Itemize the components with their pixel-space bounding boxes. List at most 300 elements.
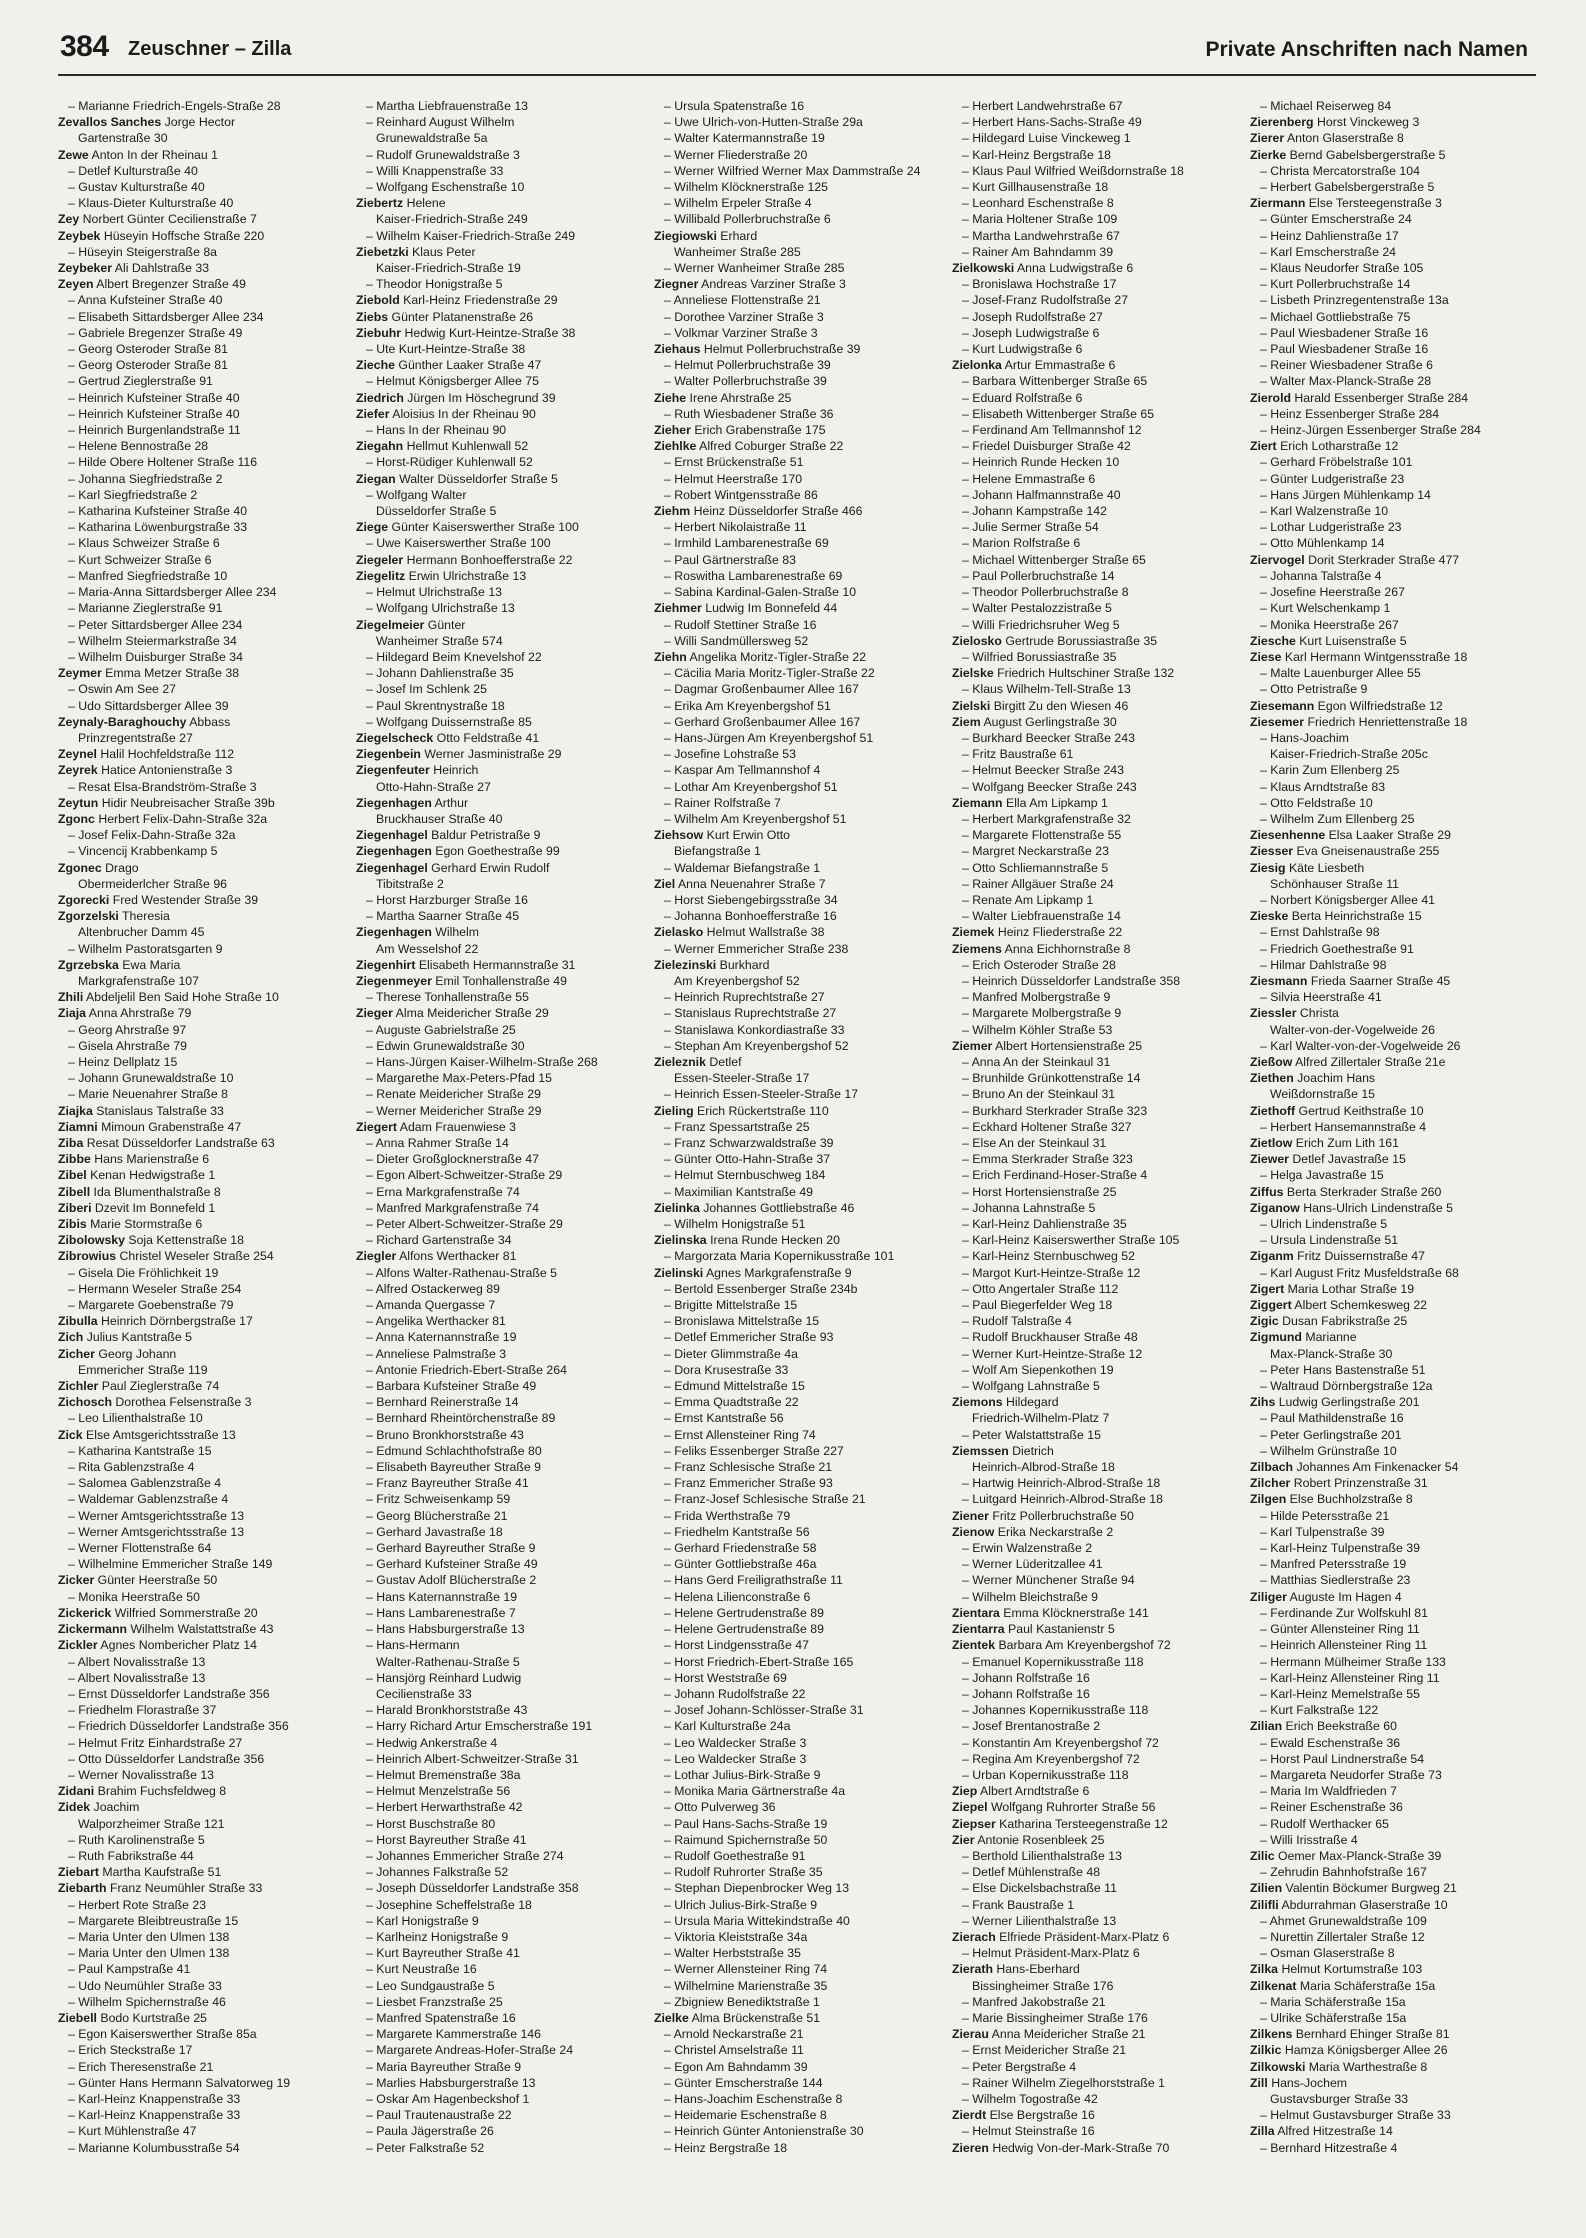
directory-entry: – Bruno An der Steinkaul 31: [962, 1087, 1116, 1102]
directory-entry: – Kurt Bayreuther Straße 41: [366, 1946, 520, 1961]
directory-entry: – Hans Katernannstraße 19: [366, 1589, 518, 1604]
entry-surname: Ziegeler: [356, 552, 404, 567]
directory-entry: – Helmut Präsident-Marx-Platz 6: [962, 1946, 1140, 1961]
entry-surname: Zeybeker: [58, 261, 113, 276]
directory-entry: – Rudolf Stettiner Straße 16: [664, 617, 817, 632]
directory-entry: – Paul Wiesbadener Straße 16: [1260, 342, 1429, 357]
entry-surname: Zill: [1250, 2075, 1268, 2090]
directory-entry: [58, 1346, 344, 1362]
directory-entry: – Josephine Scheffelstraße 18: [366, 1897, 532, 1912]
directory-entry: – Theodor Honigstraße 5: [366, 277, 503, 292]
directory-entry: – Marlies Habsburgerstraße 13: [366, 2075, 536, 2090]
entry-details: Helmut Pollerbruchstraße 39: [703, 342, 861, 357]
directory-entry: – Helmut Sternbuschweg 184: [664, 1168, 826, 1183]
directory-entry: Altenbrucher Damm 45: [78, 925, 205, 940]
directory-entry: – Johannes Emmericher Straße 274: [366, 1848, 564, 1863]
entry-details: Gerhard Erwin Rudolf: [431, 860, 550, 875]
directory-entry: – Hildegard Luise Vinckeweg 1: [962, 131, 1131, 146]
directory-entry: – Franz Schlesische Straße 21: [664, 1460, 833, 1475]
directory-entry: – Wilhelm Duisburger Straße 34: [68, 649, 243, 664]
directory-entry: – Gustav Adolf Blücherstraße 2: [366, 1573, 537, 1588]
entry-details: Karl Hermann Wintgensstraße 18: [1284, 649, 1468, 664]
directory-entry: Bruckhauser Straße 40: [376, 811, 503, 826]
directory-entry: [356, 406, 642, 422]
entry-surname: Ziajka: [58, 1103, 93, 1118]
entry-surname: Zieske: [1250, 909, 1289, 924]
directory-entry: [58, 1329, 344, 1345]
directory-entry: – Margorzata Maria Kopernikusstraße 101: [664, 1249, 895, 1264]
directory-entry: – Wolf Am Siepenkothen 19: [962, 1362, 1114, 1377]
directory-entry: – Hermann Mülheimer Straße 133: [1260, 1654, 1446, 1669]
entry-surname: Ziegelmeier: [356, 617, 425, 632]
directory-entry: [356, 827, 642, 843]
entry-surname: Zidani: [58, 1784, 95, 1799]
directory-entry: – Wilhelm Togostraße 42: [962, 2091, 1098, 2106]
entry-surname: Zgonc: [58, 811, 95, 826]
directory-entry: – Joseph Ludwigstraße 6: [962, 325, 1100, 340]
directory-entry: [654, 1232, 940, 1248]
entry-details: Emma Klöcknerstraße 141: [1003, 1605, 1149, 1620]
entry-details: Karl-Heinz Friedenstraße 29: [403, 293, 558, 308]
directory-entry: – Johann Grunewaldstraße 10: [68, 1071, 234, 1086]
entry-details: Fred Westender Straße 39: [112, 892, 259, 907]
directory-entry: – Otto Schliemannstraße 5: [962, 860, 1109, 875]
entry-details: Gertrud Keithstraße 10: [1298, 1103, 1424, 1118]
entry-surname: Zevallos Sanches: [58, 115, 162, 130]
entry-surname: Ziegenmeyer: [356, 973, 432, 988]
directory-entry: Am Wesselshof 22: [376, 941, 479, 956]
directory-entry: – Josef Im Schlenk 25: [366, 682, 487, 697]
directory-entry: – Werner Wanheimer Straße 285: [664, 261, 845, 276]
directory-entry: – Horst Lindgensstraße 47: [664, 1638, 809, 1653]
directory-entry: – Walter Pestalozzistraße 5: [962, 601, 1112, 616]
directory-entry: – Wolfgang Beecker Straße 243: [962, 779, 1137, 794]
directory-entry: – Helmut Bremenstraße 38a: [366, 1767, 521, 1782]
directory-entry: [1250, 649, 1536, 665]
entry-details: Heinz Düsseldorfer Straße 466: [693, 504, 863, 519]
directory-entry: [1250, 1897, 1536, 1913]
directory-entry: – Raimund Spichernstraße 50: [664, 1832, 828, 1847]
entry-details: Erich Rückertstraße 110: [697, 1103, 829, 1118]
directory-entry: – Dorothee Varziner Straße 3: [664, 309, 824, 324]
directory-entry: – Herbert Hans-Sachs-Straße 49: [962, 115, 1142, 130]
directory-entry: – Heinrich Kufsteiner Straße 40: [68, 406, 240, 421]
directory-entry: – Matthias Siedlerstraße 23: [1260, 1573, 1411, 1588]
directory-entry: – Oswin Am See 27: [68, 682, 176, 697]
entry-details: Elsa Laaker Straße 29: [1328, 828, 1451, 843]
entry-surname: Ziegner: [654, 277, 699, 292]
page-number: 384: [60, 30, 109, 63]
directory-entry: – Salomea Gablenzstraße 4: [68, 1476, 222, 1491]
directory-entry: [1250, 827, 1536, 843]
directory-entry: – Bronislawa Hochstraße 17: [962, 277, 1117, 292]
directory-entry: [654, 876, 940, 892]
directory-entry: – Silvia Heerstraße 41: [1260, 990, 1382, 1005]
entry-details: Dietrich: [1012, 1443, 1054, 1458]
entry-surname: Ziffus: [1250, 1184, 1284, 1199]
directory-entry: – Else Dickelsbachstraße 11: [962, 1881, 1117, 1896]
directory-entry: Tibitstraße 2: [376, 876, 444, 891]
entry-surname: Zicker: [58, 1573, 95, 1588]
directory-entry: – Marie Neuenahrer Straße 8: [68, 1087, 228, 1102]
directory-entry: – Waldemar Biefangstraße 1: [664, 860, 821, 875]
directory-entry: – Ulrike Schäferstraße 15a: [1260, 2010, 1407, 2025]
directory-entry: [654, 1103, 940, 1119]
entry-surname: Ziegenhagel: [356, 828, 428, 843]
directory-entry: [952, 2107, 1238, 2123]
directory-entry: [58, 260, 344, 276]
entry-details: Albert Schemkesweg 22: [1294, 1298, 1428, 1313]
directory-entry: [1250, 908, 1536, 924]
entry-details: Ella Am Lipkamp 1: [1006, 795, 1108, 810]
directory-entry: – Wilhelm Köhler Straße 53: [962, 1022, 1113, 1037]
directory-entry: – Kaspar Am Tellmannshof 4: [664, 763, 821, 778]
entry-surname: Ziermann: [1250, 196, 1306, 211]
directory-entry: [952, 260, 1238, 276]
directory-entry: – Ernst Meidericher Straße 21: [962, 2043, 1127, 2058]
entry-surname: Zickler: [58, 1638, 98, 1653]
directory-entry: – Waldemar Gablenzstraße 4: [68, 1492, 229, 1507]
directory-entry: – Werner Lilienthalstraße 13: [962, 1913, 1117, 1928]
entry-details: Dorothea Felsenstraße 3: [115, 1395, 252, 1410]
entry-details: Burkhard: [719, 957, 770, 972]
entry-surname: Zgorzelski: [58, 909, 119, 924]
entry-details: Erich Lotharstraße 12: [1280, 439, 1399, 454]
directory-entry: – Maria-Anna Sittardsberger Allee 234: [68, 585, 277, 600]
directory-entry: – Wolfgang Duissernstraße 85: [366, 714, 532, 729]
directory-entry: – Heinrich Runde Hecken 10: [962, 455, 1120, 470]
directory-entry: – Rudolf Goethestraße 91: [664, 1848, 806, 1863]
directory-entry: – Ruth Fabrikstraße 44: [68, 1848, 194, 1863]
directory-entry: [58, 1621, 344, 1637]
entry-details: Wilfried Sommerstraße 20: [114, 1605, 258, 1620]
directory-entry: – Johanna Lahnstraße 5: [962, 1200, 1096, 1215]
entry-surname: Zienow: [952, 1524, 995, 1539]
entry-details: Hedwig Von-der-Mark-Straße 70: [992, 2140, 1170, 2155]
directory-entry: – Hilmar Dahlstraße 98: [1260, 957, 1387, 972]
directory-entry: – Hildegard Beim Knevelshof 22: [366, 649, 542, 664]
directory-entry: – Ernst Dahlstraße 98: [1260, 925, 1380, 940]
directory-entry: – Roswitha Lambarenestraße 69: [664, 568, 843, 583]
entry-details: Erwin Ulrichstraße 13: [408, 568, 527, 583]
directory-entry: [952, 2026, 1238, 2042]
directory-entry: [356, 195, 642, 211]
directory-entry: – Monika Heerstraße 267: [1260, 617, 1399, 632]
directory-entry: [1250, 2026, 1536, 2042]
entry-surname: Ziebarth: [58, 1881, 107, 1896]
directory-entry: – Gerhard Javastraße 18: [366, 1524, 503, 1539]
entry-surname: Zichler: [58, 1379, 99, 1394]
entry-surname: Zierenberg: [1250, 115, 1314, 130]
entry-details: Andreas Varziner Straße 3: [701, 277, 846, 292]
entry-surname: Zielonka: [952, 358, 1002, 373]
directory-entry: [1250, 1248, 1536, 1264]
entry-surname: Ziervogel: [1250, 552, 1305, 567]
directory-entry: – Heinrich Ruprechtstraße 27: [664, 990, 825, 1005]
directory-entry: Heinrich-Albrod-Straße 18: [972, 1460, 1115, 1475]
entry-surname: Ziganow: [1250, 1200, 1300, 1215]
directory-entry: [1250, 130, 1536, 146]
directory-entry: – Wilfried Borussiastraße 35: [962, 649, 1117, 664]
entry-details: Horst Vinckeweg 3: [1316, 115, 1420, 130]
directory-entry: [356, 244, 642, 260]
directory-entry: [952, 1832, 1238, 1848]
directory-entry: – Ernst Kantstraße 56: [664, 1411, 784, 1426]
entry-details: Emma Metzer Straße 38: [105, 666, 240, 681]
directory-entry: – Ulrich Lindenstraße 5: [1260, 1217, 1388, 1232]
directory-entry: – Margret Neckarstraße 23: [962, 844, 1109, 859]
directory-entry: – Frida Werthstraße 79: [664, 1508, 791, 1523]
directory-entry: – Stanislawa Konkordiastraße 33: [664, 1022, 845, 1037]
directory-entry: – Kurt Welschenkamp 1: [1260, 601, 1391, 616]
directory-entry: [58, 1394, 344, 1410]
directory-entry: [58, 1799, 344, 1815]
entry-details: Wilhelm Walstattstraße 43: [130, 1622, 274, 1637]
entry-details: Käte Liesbeth: [1288, 860, 1365, 875]
directory-entry: – Johanna Bonhoefferstraße 16: [664, 909, 837, 924]
entry-details: Dorit Sterkrader Straße 477: [1308, 552, 1460, 567]
entry-details: Aloisius In der Rheinau 90: [392, 406, 536, 421]
entry-surname: Zeynel: [58, 747, 97, 762]
entry-details: Martha Kaufstraße 51: [102, 1865, 222, 1880]
entry-details: Fritz Duissernstraße 47: [1297, 1249, 1425, 1264]
directory-entry: – Manfred Siegfriedstraße 10: [68, 568, 228, 583]
directory-entry: – Theodor Pollerbruchstraße 8: [962, 585, 1129, 600]
entry-surname: Zickerick: [58, 1605, 112, 1620]
entry-details: Günter Heerstraße 50: [97, 1573, 218, 1588]
directory-entry: – Gerhard Friedenstraße 58: [664, 1541, 817, 1556]
entry-surname: Zießow: [1250, 1054, 1293, 1069]
directory-entry: – Hans-Joachim: [1260, 730, 1349, 745]
entry-surname: Ziegan: [356, 471, 396, 486]
directory-entry: – Johannes Falkstraße 52: [366, 1865, 509, 1880]
directory-entry: – Karin Zum Ellenberg 25: [1260, 763, 1400, 778]
entry-surname: Ziemek: [952, 925, 995, 940]
entry-surname: Ziegenhagel: [356, 860, 428, 875]
directory-entry: – Helmut Heerstraße 170: [664, 471, 803, 486]
directory-entry: – Heinz Bergstraße 18: [664, 2140, 788, 2155]
directory-entry: – Johannes Kopernikusstraße 118: [962, 1703, 1149, 1718]
directory-entry: [654, 438, 940, 454]
directory-entry: [1250, 438, 1536, 454]
directory-entry: – Johann Halfmannstraße 40: [962, 487, 1121, 502]
entry-details: Erhard: [720, 228, 758, 243]
entry-details: Birgitt Zu den Wiesen 46: [993, 698, 1129, 713]
entry-surname: Ziethen: [1250, 1071, 1294, 1086]
directory-entry: – Helene Gertrudenstraße 89: [664, 1605, 824, 1620]
directory-entry: – Heinz Essenberger Straße 284: [1260, 406, 1440, 421]
entry-surname: Zieche: [356, 358, 395, 373]
entry-surname: Ziebold: [356, 293, 400, 308]
entry-surname: Zeybek: [58, 228, 101, 243]
entry-surname: Zielski: [952, 698, 991, 713]
directory-entry: Bissingheimer Straße 176: [972, 1978, 1114, 1993]
directory-entry: – Kurt Mühlenstraße 47: [68, 2124, 197, 2139]
entry-surname: Zeynaly-Baraghouchy: [58, 714, 187, 729]
entry-details: Irene Ahrstraße 25: [689, 390, 792, 405]
directory-entry: – Friedrich Goethestraße 91: [1260, 941, 1414, 956]
directory-entry: – Werner Wilfried Werner Max Dammstraße 24: [664, 163, 921, 178]
entry-details: Joachim Hans: [1297, 1071, 1376, 1086]
entry-details: Maria Lothar Straße 19: [1287, 1281, 1415, 1296]
directory-entry: [58, 276, 344, 292]
directory-entry: [58, 1572, 344, 1588]
directory-entry: – Stanislaus Ruprechtstraße 27: [664, 1006, 837, 1021]
entry-details: Erich Zum Lith 161: [1295, 1136, 1399, 1150]
directory-entry: – Werner Amtsgerichtsstraße 13: [68, 1508, 245, 1523]
directory-entry: – Leo Waldecker Straße 3: [664, 1735, 807, 1750]
page-header: [58, 30, 1536, 76]
directory-entry: – Hüseyin Steigerstraße 8a: [68, 244, 218, 259]
directory-entry: – Maria Holtener Straße 109: [962, 212, 1118, 227]
entry-details: Günter: [427, 617, 466, 632]
directory-entry: Kaiser-Friedrich-Straße 205c: [1270, 747, 1428, 762]
directory-entry: – Peter Falkstraße 52: [366, 2140, 485, 2155]
directory-entry: Grunewaldstraße 5a: [376, 131, 488, 146]
directory-entry: – Franz Emmericher Straße 93: [664, 1476, 833, 1491]
directory-entry: [952, 941, 1238, 957]
directory-entry: – Angelika Werthacker 81: [366, 1314, 506, 1329]
directory-entry: – Werner Amtsgerichtsstraße 13: [68, 1524, 245, 1539]
entry-details: Eva Gneisenaustraße 255: [1296, 844, 1440, 859]
entry-details: Christel Weseler Straße 254: [119, 1249, 274, 1264]
directory-entry: – Marianne Kolumbusstraße 54: [68, 2140, 240, 2155]
entry-details: Alma Brückenstraße 51: [691, 2010, 821, 2025]
directory-entry: – Karl Walter-von-der-Vogelweide 26: [1260, 1038, 1461, 1053]
directory-entry: – Friedrich Düsseldorfer Landstraße 356: [68, 1719, 289, 1734]
directory-entry: – Wilhelm Bleichstraße 9: [962, 1589, 1098, 1604]
entry-details: Elisabeth Hermannstraße 31: [418, 957, 576, 972]
directory-entry: [58, 1005, 344, 1021]
directory-entry: Otto-Hahn-Straße 27: [376, 779, 491, 794]
directory-entry: – Lisbeth Prinzregentenstraße 13a: [1260, 293, 1449, 308]
entry-details: Else Tersteegenstraße 3: [1308, 196, 1442, 211]
entry-surname: Ziganm: [1250, 1249, 1294, 1264]
directory-entry: [654, 228, 940, 244]
entry-details: Johannes Am Finkenacker 54: [1296, 1460, 1459, 1475]
entry-details: Maria Warthestraße 8: [1308, 2059, 1428, 2074]
directory-entry: – Else An der Steinkaul 31: [962, 1136, 1107, 1150]
directory-entry: Gartenstraße 30: [78, 131, 168, 146]
directory-entry: – Martha Saarner Straße 45: [366, 909, 520, 924]
directory-entry: – Gerhard Großenbaumer Allee 167: [664, 714, 861, 729]
entry-surname: Ziesemann: [1250, 698, 1315, 713]
directory-entry: – Hilde Obere Holtener Straße 116: [68, 455, 258, 470]
directory-entry: [654, 422, 940, 438]
directory-entry: [356, 390, 642, 406]
entry-details: Kurt Erwin Otto: [706, 828, 790, 843]
directory-entry: – Maximilian Kantstraße 49: [664, 1184, 813, 1199]
directory-entry: [356, 1248, 642, 1264]
directory-entry: [58, 746, 344, 762]
entry-surname: Ziba: [58, 1136, 84, 1150]
directory-entry: Prinzregentstraße 27: [78, 730, 193, 745]
directory-entry: – Günter Otto-Hahn-Straße 37: [664, 1152, 831, 1167]
directory-entry: – Günter Emscherstraße 24: [1260, 212, 1412, 227]
directory-entry: – Erika Am Kreyenbergshof 51: [664, 698, 831, 713]
directory-entry: – Willi Knappenstraße 33: [366, 163, 504, 178]
entry-surname: Zielasko: [654, 925, 704, 940]
entry-details: Anna Neuenahrer Straße 7: [677, 876, 826, 891]
directory-entry: – Renate Meidericher Straße 29: [366, 1087, 541, 1102]
directory-entry: – Oskar Am Hagenbeckshof 1: [366, 2091, 530, 2106]
directory-entry: – Dieter Großglocknerstraße 47: [366, 1152, 539, 1167]
entry-surname: Zibrowius: [58, 1249, 117, 1264]
directory-entry: – Willi Sandmüllersweg 52: [664, 633, 809, 648]
directory-entry: [1250, 1313, 1536, 1329]
directory-entry: – Helmut Ulrichstraße 13: [366, 585, 502, 600]
directory-entry: – Klaus Arndtstraße 83: [1260, 779, 1386, 794]
entry-surname: Ziegelitz: [356, 568, 406, 583]
directory-entry: – Irmhild Lambarenestraße 69: [664, 536, 829, 551]
entry-surname: Zilbach: [1250, 1460, 1294, 1475]
directory-entry: – Joseph Rudolfstraße 27: [962, 309, 1103, 324]
directory-entry: [58, 1637, 344, 1653]
directory-entry: – Manfred Petersstraße 19: [1260, 1557, 1407, 1572]
directory-entry: – Kurt Pollerbruchstraße 14: [1260, 277, 1411, 292]
directory-entry: [58, 1216, 344, 1232]
directory-entry: Wanheimer Straße 574: [376, 633, 503, 648]
directory-entry: – Hans Gerd Freiligrathstraße 11: [664, 1573, 843, 1588]
directory-entry: – Wilhelm Honigstraße 51: [664, 1217, 806, 1232]
directory-entry: [58, 989, 344, 1005]
directory-entry: – Karl-Heinz Knappenstraße 33: [68, 2108, 241, 2123]
directory-entry: – Rainer Allgäuer Straße 24: [962, 876, 1114, 891]
directory-entry: – Ernst Brückenstraße 51: [664, 455, 804, 470]
directory-entry: [952, 698, 1238, 714]
directory-entry: [952, 1637, 1238, 1653]
directory-entry: [654, 600, 940, 616]
entry-details: Marianne: [1305, 1330, 1357, 1345]
entry-surname: Ziegenfeuter: [356, 763, 430, 778]
directory-entry: – Johann Dahlienstraße 35: [366, 666, 514, 681]
directory-entry: – Rudolf Bruckhauser Straße 48: [962, 1330, 1138, 1345]
entry-surname: Zieger: [356, 1006, 393, 1021]
entry-details: Artur Emmastraße 6: [1004, 358, 1116, 373]
entry-details: Abdurrahman Glaserstraße 10: [1281, 1897, 1448, 1912]
directory-entry: [356, 471, 642, 487]
directory-entry: [356, 1005, 642, 1021]
directory-entry: – Erich Steckstraße 17: [68, 2043, 193, 2058]
entry-details: Alfred Hitzestraße 14: [1277, 2124, 1393, 2139]
entry-surname: Ziehaus: [654, 342, 701, 357]
directory-entry: – Alfons Walter-Rathenau-Straße 5: [366, 1265, 557, 1280]
directory-entry: [356, 746, 642, 762]
directory-entry: [952, 1621, 1238, 1637]
directory-entry: [356, 519, 642, 535]
directory-entry: – Helmut Beecker Straße 243: [962, 763, 1124, 778]
entry-details: Frieda Saarner Straße 45: [1310, 973, 1451, 988]
entry-surname: Ziehlke: [654, 439, 697, 454]
entry-details: Hildegard: [1006, 1395, 1059, 1410]
directory-entry: – Hans-Jürgen Am Kreyenbergshof 51: [664, 730, 874, 745]
directory-entry: – Ferdinand Am Tellmannshof 12: [962, 423, 1142, 438]
directory-entry: – Detlef Emmericher Straße 93: [664, 1330, 834, 1345]
entry-surname: Zieleznik: [654, 1054, 706, 1069]
directory-entry: – Arnold Neckarstraße 21: [664, 2027, 804, 2042]
directory-entry: – Wolfgang Ulrichstraße 13: [366, 601, 515, 616]
entry-surname: Ziehn: [654, 649, 687, 664]
entry-details: Jorge Hector: [164, 115, 236, 130]
directory-entry: – Egon Am Bahndamm 39: [664, 2059, 808, 2074]
directory-entry: – Josef Felix-Dahn-Straße 32a: [68, 828, 236, 843]
directory-entry: [58, 1864, 344, 1880]
entry-details: Erich Beekstraße 60: [1285, 1719, 1397, 1734]
directory-entry: – Rudolf Ruhrorter Straße 35: [664, 1865, 823, 1880]
directory-entry: – Ute Kurt-Heintze-Straße 38: [366, 342, 526, 357]
entry-surname: Ziebuhr: [356, 325, 402, 340]
directory-entry: – Dieter Glimmstraße 4a: [664, 1346, 798, 1361]
